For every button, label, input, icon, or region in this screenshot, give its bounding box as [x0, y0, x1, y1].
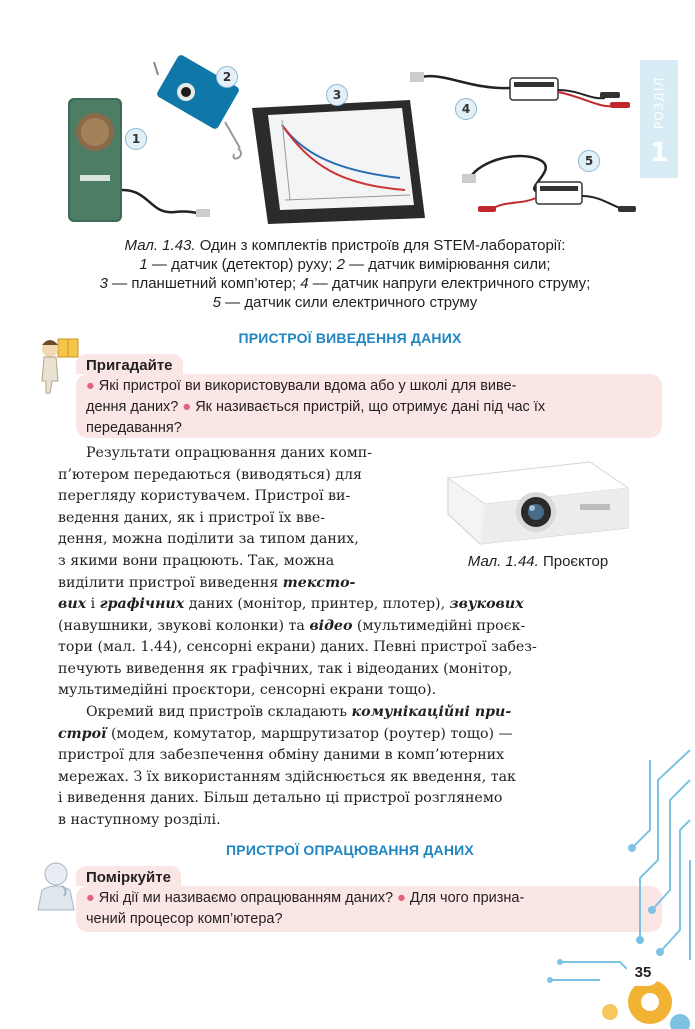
item-num: 3 — [99, 275, 108, 292]
figure-label-3: 3 — [326, 84, 348, 106]
chapter-word: РОЗДІЛ — [652, 76, 666, 130]
tablet-computer-image — [252, 100, 425, 224]
figure-144-caption — [440, 552, 636, 571]
text-line-content: Окремий вид пристроїв складають — [86, 704, 352, 720]
text-line — [58, 551, 420, 573]
text-line-content: виділити пристрої виведення — [58, 574, 283, 591]
caption-line-3 — [50, 274, 640, 293]
item-text: — датчик (детектор) руху; — [147, 256, 337, 273]
text-line-content: дення, можна поділити за типом даних, — [58, 531, 359, 548]
paragraph-1-narrow — [58, 443, 420, 594]
text-line-content: (навушники, звукові колонки) та — [58, 617, 310, 634]
text-line-content: (модем, комутатор, маршрутизатор (роутер) тощо) — — [106, 725, 513, 742]
caption-line-2 — [50, 255, 640, 274]
emphasis-term: вих — [58, 596, 87, 612]
item-text: — датчик напруги електричного струму; — [308, 275, 591, 292]
text-line — [58, 659, 636, 681]
emphasis-term: строї — [58, 725, 107, 742]
callout-text: Які пристрої ви використовували вдома або у школі для виве- — [94, 378, 517, 394]
voltage-sensor-image — [410, 72, 630, 108]
emphasis-term: звукових — [449, 596, 524, 612]
page-number: 35 — [634, 964, 652, 981]
text-line-content: з якими вони працюють. Так, можна — [58, 552, 335, 569]
figure-143-caption — [50, 236, 640, 312]
text-line-content: в наступному розділі. — [58, 811, 221, 828]
text-line-content: перегляду користувачем. Пристрої ви- — [58, 488, 351, 505]
chapter-number: 1 — [649, 138, 669, 168]
text-line-content: (мультимедійні проєк- — [352, 617, 526, 634]
callout-text: Для чого призна- — [405, 890, 525, 906]
text-line-content: і — [86, 596, 100, 612]
remember-figure-icon — [36, 335, 80, 395]
emphasis-term: комунікаційні при- — [351, 704, 512, 720]
callout-text: Які дії ми називаємо опрацюванням даних? — [94, 890, 398, 906]
item-text: — датчик сили електричного струму — [221, 294, 478, 311]
text-line — [58, 443, 420, 465]
emphasis-term: тексто- — [282, 574, 356, 591]
caption-lead: Мал. 1.43. — [124, 237, 196, 254]
paragraph-1-wide — [58, 594, 636, 702]
callout-title-think: Поміркуйте — [76, 866, 181, 886]
callout-title-remember: Пригадайте — [76, 354, 183, 374]
item-num: 4 — [300, 275, 309, 292]
text-line — [58, 594, 636, 616]
callout-text: передавання? — [86, 420, 182, 436]
callout-line — [86, 376, 650, 397]
projector-image — [440, 448, 630, 548]
caption-lead: Мал. 1.44. — [467, 553, 539, 570]
callout-line — [86, 418, 650, 439]
figure-label-5: 5 — [578, 150, 600, 172]
caption-line-1 — [50, 236, 640, 255]
bullet-icon: ● — [397, 890, 406, 906]
item-num: 5 — [212, 294, 222, 311]
text-line-content: мережах. З їх використанням здійснюється як введення, так — [58, 768, 516, 785]
bullet-icon: ● — [182, 399, 192, 415]
chapter-tab — [640, 60, 678, 178]
text-line-content: п’ютером передаються (виводяться) для — [58, 466, 362, 483]
current-sensor-image — [462, 156, 636, 212]
emphasis-term: графічних — [99, 596, 185, 612]
text-line-content: мультимедійні проєктори, сенсорні екрани тощо). — [58, 682, 437, 699]
text-line — [58, 680, 636, 702]
callout-text: чений процесор комп’ютера? — [86, 911, 283, 927]
motion-detector-image — [68, 98, 210, 222]
item-num: 2 — [336, 256, 345, 273]
emphasis-term: відео — [309, 617, 353, 634]
text-line — [58, 573, 420, 595]
figure-label-1: 1 — [125, 128, 147, 150]
figure-label-2: 2 — [216, 66, 238, 88]
stem-devices-illustration — [0, 0, 640, 232]
section-heading-output: ПРИСТРОЇ ВИВЕДЕННЯ ДАНИХ — [238, 330, 462, 346]
text-line — [58, 616, 636, 638]
text-line-content: і виведення даних. Більш детально ці пристрої розглянемо — [58, 790, 503, 807]
text-line — [58, 486, 420, 508]
caption-title: Один з комплектів пристроїв для STEM-лабораторії: — [195, 237, 566, 254]
text-line — [58, 508, 420, 530]
section-heading-processing: ПРИСТРОЇ ОПРАЦЮВАННЯ ДАНИХ — [226, 842, 474, 858]
text-line-content: ведення даних, як і пристрої їх вве- — [58, 509, 326, 526]
callout-line — [86, 397, 650, 418]
bullet-icon: ● — [86, 890, 95, 906]
remember-callout — [76, 374, 662, 438]
caption-line-4 — [50, 293, 640, 312]
text-line-content: печують виведення як графічних, так і відеоданих (монітор, — [58, 660, 513, 677]
item-text: — датчик вимірювання сили; — [344, 256, 551, 273]
figure-label-4: 4 — [455, 98, 477, 120]
item-num: 1 — [139, 256, 148, 273]
caption-title: Проєктор — [538, 553, 609, 570]
text-line-content: Результати опрацювання даних комп- — [86, 445, 373, 461]
text-line — [58, 529, 420, 551]
callout-text: дення даних? — [86, 399, 183, 415]
figure-143-images — [0, 0, 640, 232]
text-line-content: пристрої для забезпечення обміну даними в комп’ютерних — [58, 747, 505, 764]
text-line-content: даних (монітор, принтер, плотер), — [184, 596, 450, 612]
text-line — [58, 465, 420, 487]
text-line — [58, 637, 636, 659]
text-line-content: тори (мал. 1.44), сенсорні екрани) даних. Певні пристрої забез- — [58, 639, 537, 656]
callout-text: Як називається пристрій, що отримує дані під час їх — [191, 399, 546, 415]
think-figure-icon — [34, 860, 80, 912]
page-number-badge — [626, 960, 660, 986]
gear-icon — [628, 980, 672, 1024]
circuit-decoration — [540, 740, 695, 1029]
item-text: — планшетний комп’ютер; — [108, 275, 301, 292]
text-line — [58, 702, 636, 724]
bullet-icon: ● — [86, 378, 95, 394]
